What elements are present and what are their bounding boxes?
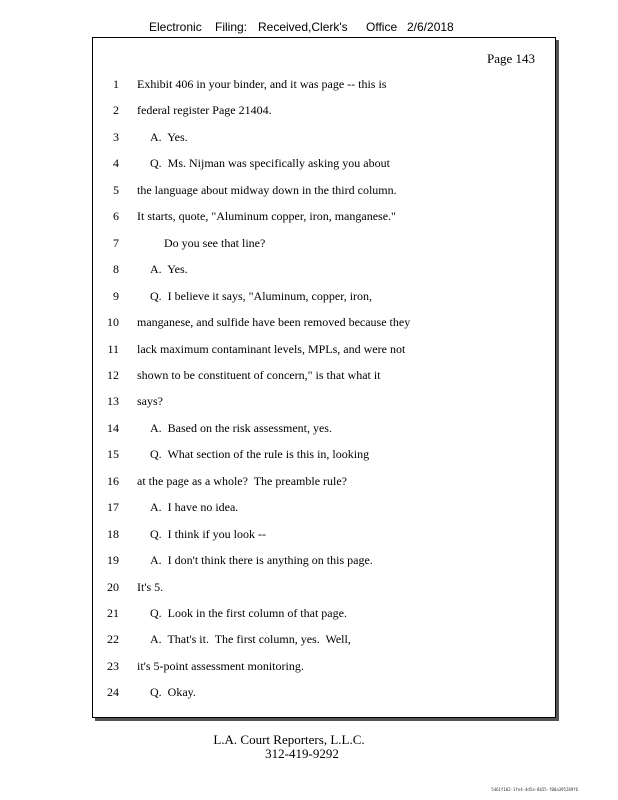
transcript-line xyxy=(93,127,555,147)
line-number: 7 xyxy=(113,235,119,250)
transcript-line xyxy=(93,153,555,173)
header-office: Office xyxy=(366,20,398,34)
line-text: at the page as a whole? The preamble rule? xyxy=(137,473,348,488)
line-number: 8 xyxy=(113,262,119,277)
line-text: lack maximum contaminant levels, MPLs, and were not xyxy=(137,341,406,356)
document-id: 5461f102-1fe4-4d5a-8b55-f00a395289f6 xyxy=(491,787,578,792)
line-number: 12 xyxy=(107,367,119,382)
line-text: the language about midway down in the third column. xyxy=(137,182,397,197)
transcript-line xyxy=(93,603,555,623)
header-received: Received,Clerk's xyxy=(258,20,348,34)
transcript-line xyxy=(93,577,555,597)
line-text: Q. Okay. xyxy=(150,685,196,700)
line-text: Do you see that line? xyxy=(164,235,266,250)
header-electronic: Electronic xyxy=(149,20,202,34)
transcript-line xyxy=(93,391,555,411)
transcript-line xyxy=(93,444,555,464)
transcript-line xyxy=(93,180,555,200)
transcript-page xyxy=(92,37,556,718)
line-number: 13 xyxy=(107,394,119,409)
page-number: Page 143 xyxy=(486,51,535,66)
line-number: 4 xyxy=(113,156,119,171)
line-number: 19 xyxy=(107,553,119,568)
line-text: A. Based on the risk assessment, yes. xyxy=(150,420,332,435)
reporter-phone: 312-419-9292 xyxy=(265,746,339,761)
line-number: 22 xyxy=(107,632,119,647)
transcript-line xyxy=(93,682,555,702)
line-number: 15 xyxy=(107,447,119,462)
transcript-line xyxy=(93,74,555,94)
transcript-line xyxy=(93,418,555,438)
line-text: it's 5-point assessment monitoring. xyxy=(137,658,304,673)
line-text: A. I don't think there is anything on this page. xyxy=(150,553,373,568)
line-number: 14 xyxy=(107,420,119,435)
line-text: A. I have no idea. xyxy=(150,500,239,515)
line-number: 1 xyxy=(113,77,119,91)
line-text: Q. I believe it says, "Aluminum, copper, iron, xyxy=(150,288,373,303)
line-number: 20 xyxy=(107,579,119,594)
line-number: 23 xyxy=(107,658,119,673)
transcript-line xyxy=(93,259,555,279)
line-number: 5 xyxy=(113,182,119,197)
line-number: 16 xyxy=(107,473,119,488)
line-number: 3 xyxy=(113,129,119,144)
transcript-line xyxy=(93,312,555,332)
transcript-line xyxy=(93,550,555,570)
line-number: 11 xyxy=(107,341,119,356)
line-text: Exhibit 406 in your binder, and it was page -- this is xyxy=(137,77,387,91)
transcript-line xyxy=(93,286,555,306)
reporter-company: L.A. Court Reporters, L.L.C. xyxy=(213,732,365,747)
line-text: Q. Look in the first column of that page. xyxy=(150,606,347,620)
transcript-line xyxy=(93,656,555,676)
transcript-line xyxy=(93,471,555,491)
line-text: It starts, quote, "Aluminum copper, iron, manganese." xyxy=(137,209,396,224)
line-text: shown to be constituent of concern," is that what it xyxy=(137,367,381,382)
header-date: 2/6/2018 xyxy=(407,20,454,34)
line-text: A. That's it. The first column, yes. Well, xyxy=(150,632,351,647)
line-number: 10 xyxy=(107,315,119,330)
transcript-line xyxy=(93,100,555,120)
line-number: 2 xyxy=(113,103,119,118)
line-number: 6 xyxy=(113,209,119,224)
line-text: Q. What section of the rule is this in, looking xyxy=(150,447,370,462)
transcript-line xyxy=(93,497,555,517)
transcript-line xyxy=(93,233,555,253)
line-text: federal register Page 21404. xyxy=(137,103,272,118)
line-text: A. Yes. xyxy=(150,262,188,277)
transcript-line xyxy=(93,339,555,359)
line-number: 18 xyxy=(107,526,119,541)
line-text: Q. Ms. Nijman was specifically asking you about xyxy=(150,156,390,171)
line-text: manganese, and sulfide have been removed because they xyxy=(137,315,411,330)
transcript-line xyxy=(93,629,555,649)
header-filing: Filing: xyxy=(215,20,248,34)
line-number: 24 xyxy=(107,685,119,700)
transcript-line xyxy=(93,365,555,385)
line-number: 9 xyxy=(113,288,119,303)
filing-header xyxy=(0,20,618,38)
line-text: A. Yes. xyxy=(150,129,188,144)
transcript-line xyxy=(93,206,555,226)
line-text: Q. I think if you look -- xyxy=(150,526,266,541)
line-number: 17 xyxy=(107,500,119,515)
transcript-line xyxy=(93,524,555,544)
line-text: says? xyxy=(137,394,163,409)
line-number: 21 xyxy=(107,606,119,620)
line-text: It's 5. xyxy=(137,579,164,594)
